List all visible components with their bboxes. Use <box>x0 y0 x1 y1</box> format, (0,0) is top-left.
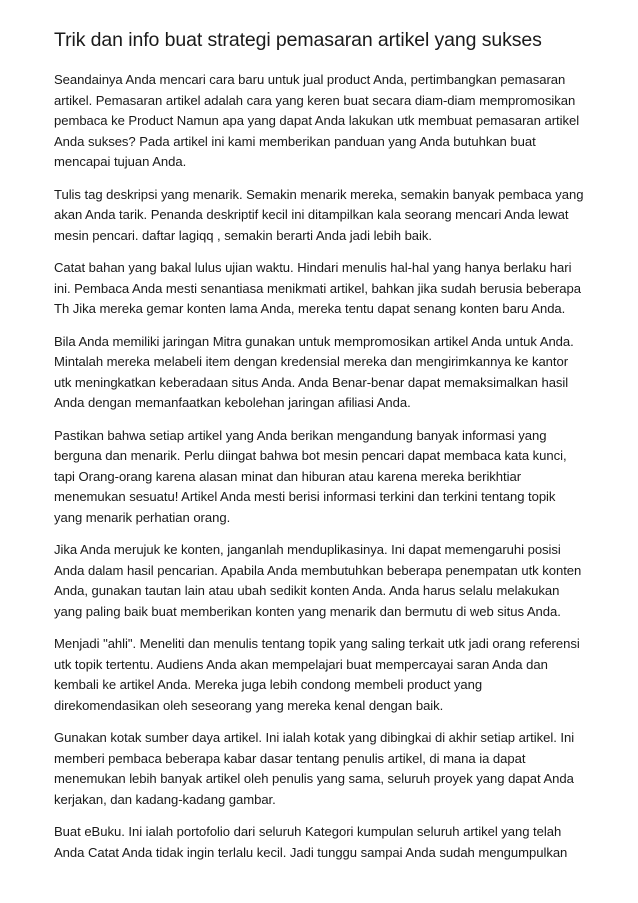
paragraph-9: Buat eBuku. Ini ialah portofolio dari seluruh Kategori kumpulan seluruh artikel yang telah Anda Catat Anda tidak ingin terlalu kecil. Jadi tunggu sampai Anda sudah mengumpulkan <box>54 824 568 860</box>
document-title: Trik dan info buat strategi pemasaran artikel yang sukses <box>54 29 542 51</box>
paragraph-2: Tulis tag deskripsi yang menarik. Semakin menarik mereka, semakin banyak pembaca yang akan Anda tarik. Penanda deskriptif kecil ini ditampilkan kala seorang mencari Anda lewat mesin pencari. daftar lagiqq , semakin berarti Anda jadi lebih baik. <box>54 186 584 243</box>
document-page <box>54 28 584 875</box>
paragraph-5: Pastikan bahwa setiap artikel yang Anda berikan mengandung banyak informasi yang berguna dan menarik. Perlu diingat bahwa bot mesin pencari dapat membaca kata kunci, tapi Orang-orang karena alasan minat dan hiburan atau karena mereka berikhtiar menemukan sesuatu! Artikel Anda mesti berisi informasi terkini dan terkini tentang topik yang menarik perhatian orang. <box>54 427 567 525</box>
paragraph-3: Catat bahan yang bakal lulus ujian waktu. Hindari menulis hal-hal yang hanya berlaku hari ini. Pembaca Anda mesti senantiasa menikmati artikel, bahkan jika sudah berusia beberapa Th Jika mereka gemar konten lama Anda, mereka tentu dapat senang konten baru Anda. <box>54 260 581 316</box>
paragraph-4: Bila Anda memiliki jaringan Mitra gunakan untuk mempromosikan artikel Anda untuk Anda. Mintalah mereka melabeli item dengan kredensial mereka dan mengirimkannya ke kantor utk meningkatkan keberadaan situs Anda. Anda Benar-benar dapat memaksimalkan hasil Anda dengan memanfaatkan kebolehan jaringan afiliasi Anda. <box>54 333 574 410</box>
paragraph-6: Jika Anda merujuk ke konten, janganlah menduplikasinya. Ini dapat memengaruhi posisi Anda dalam hasil pencarian. Apabila Anda membutuhkan beberapa penempatan utk konten Anda, gunakan tautan lain atau ubah sedikit konten Anda. Anda harus selalu melakukan yang paling baik buat memberikan konten yang menarik dan bermutu di web situs Anda. <box>54 542 582 619</box>
paragraph-1: Seandainya Anda mencari cara baru untuk jual product Anda, pertimbangkan pemasaran artikel. Pemasaran artikel adalah cara yang keren buat secara diam-diam mempromosikan pembaca ke Product Namun apa yang dapat Anda lakukan utk membuat pemasaran artikel Anda sukses? Pada artikel ini kami memberikan panduan yang Anda butuhkan buat mencapai tujuan Anda. <box>54 72 580 169</box>
paragraph-8: Gunakan kotak sumber daya artikel. Ini ialah kotak yang dibingkai di akhir setiap artikel. Ini memberi pembaca beberapa kabar dasar tentang penulis artikel, di mana ia dapat menemukan lebih banyak artikel oleh penulis yang sama, seluruh proyek yang dapat Anda kerjakan, dan kadang-kadang gambar. <box>54 730 575 807</box>
paragraph-7: Menjadi "ahli". Meneliti dan menulis tentang topik yang saling terkait utk jadi orang referensi utk topik tertentu. Audiens Anda akan mempelajari buat mempercayai saran Anda dan kembali ke artikel Anda. Mereka juga lebih condong membeli product yang direkomendasikan oleh seseorang yang mereka kenal dengan baik. <box>54 636 580 713</box>
